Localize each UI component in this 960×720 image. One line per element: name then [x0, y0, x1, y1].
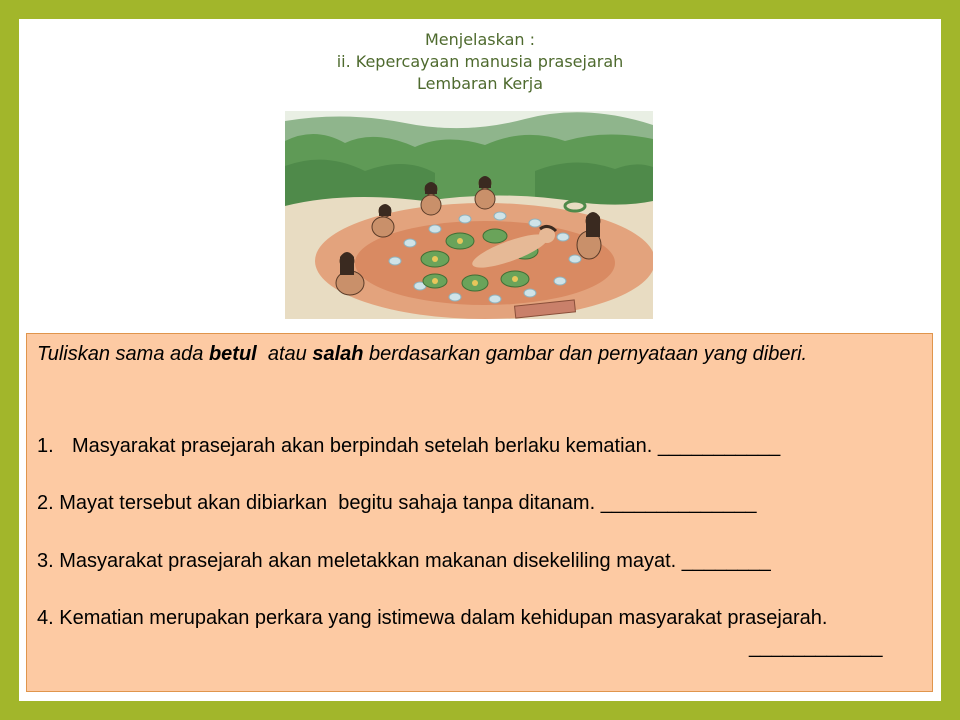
heading-line-2: ii. Kepercayaan manusia prasejarah — [336, 52, 624, 71]
worksheet-instruction — [37, 340, 922, 369]
question-4 — [37, 604, 917, 658]
question-2 — [37, 489, 917, 518]
question-text: Kematian merupakan perkara yang istimewa dalam kehidupan masyarakat prasejarah. — [59, 607, 828, 629]
question-text: Mayat tersebut akan dibiarkan begitu sahaja tanpa ditanam. — [59, 492, 596, 514]
worksheet-box — [26, 333, 933, 692]
instruction-betul: betul — [208, 343, 257, 365]
answer-blank[interactable]: ____________ — [749, 636, 883, 658]
question-number: 1. — [37, 435, 54, 457]
heading-line-3: Lembaran Kerja — [417, 74, 543, 93]
prehistoric-burial-illustration — [285, 111, 653, 319]
question-1 — [37, 432, 917, 461]
answer-blank[interactable]: ________ — [676, 550, 771, 572]
instruction-text-1: Tuliskan sama ada — [37, 343, 209, 365]
answer-blank[interactable]: ___________ — [652, 435, 781, 457]
question-number: 4. — [37, 607, 54, 629]
slide-heading — [0, 29, 960, 95]
slide — [19, 19, 941, 701]
question-text: Masyarakat prasejarah akan meletakkan makanan disekeliling mayat. — [59, 550, 677, 572]
answer-blank[interactable]: ______________ — [595, 492, 757, 514]
heading-line-1: Menjelaskan : — [424, 30, 536, 49]
question-text: Masyarakat prasejarah akan berpindah setelah berlaku kematian. — [72, 435, 653, 457]
instruction-salah: salah — [312, 343, 364, 365]
question-number: 3. — [37, 550, 54, 572]
instruction-text-3: berdasarkan gambar dan pernyataan yang diberi. — [363, 343, 808, 365]
question-number: 2. — [37, 492, 54, 514]
question-3 — [37, 547, 917, 576]
instruction-text-2: atau — [256, 343, 313, 365]
